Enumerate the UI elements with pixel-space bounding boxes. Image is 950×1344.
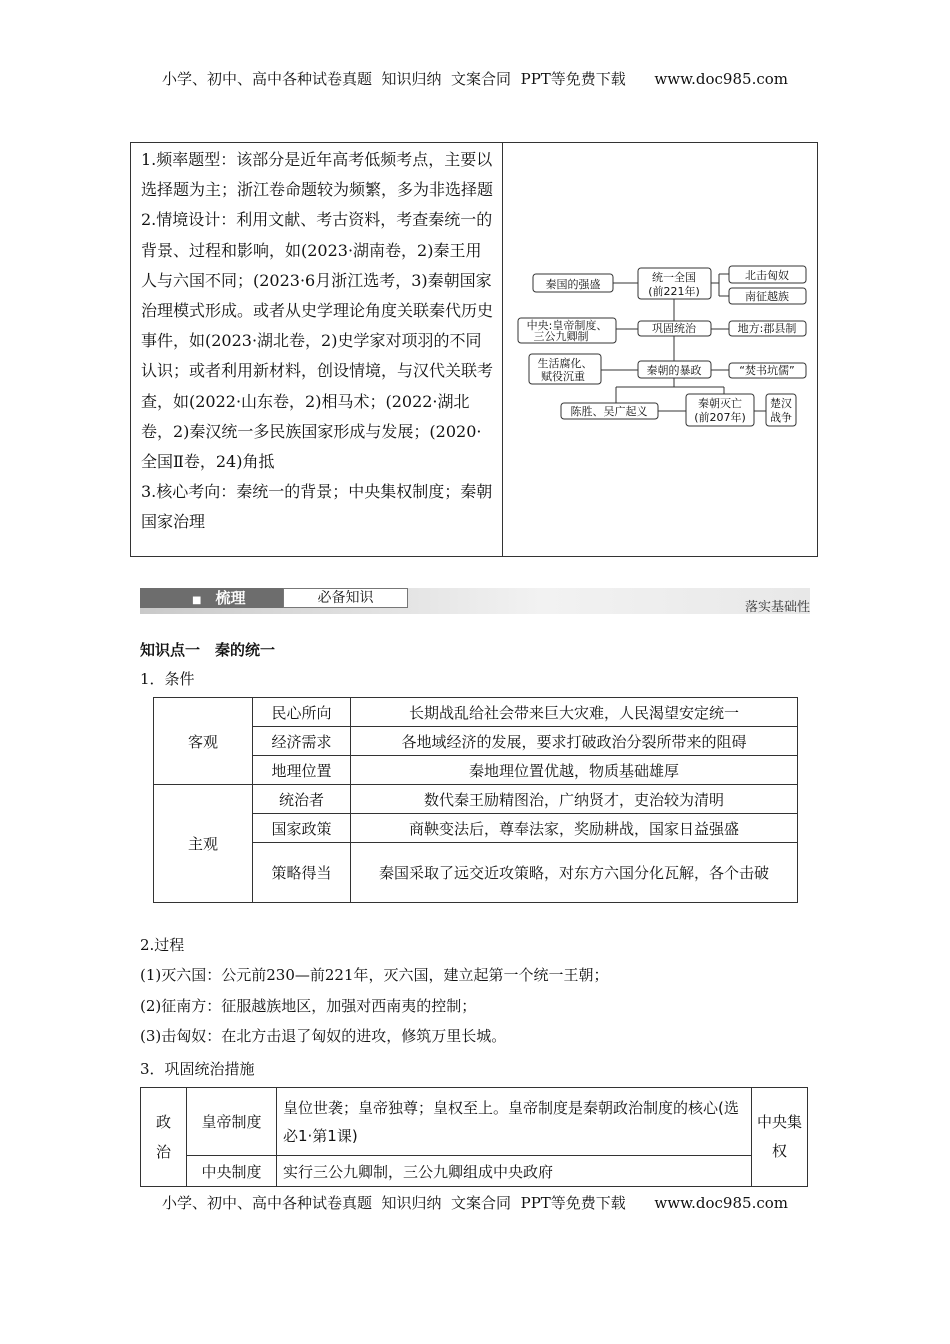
label-central-2: 三公九卿制	[533, 330, 589, 343]
process-title: 2.过程	[140, 936, 185, 954]
measures-table	[140, 1087, 808, 1187]
cell-factor: 策略得当	[253, 843, 351, 903]
conditions-table	[153, 697, 798, 903]
label-corrupt: 生活腐化、	[537, 357, 593, 370]
overview-text	[131, 143, 503, 556]
process-item: (3)击匈奴：在北方击退了匈奴的进攻，修筑万里长城。	[140, 1027, 507, 1045]
page-header: 小学、初中、高中各种试卷真题 知识归纳 文案合同 PPT等免费下载 www.doc985.com	[161, 70, 788, 88]
cell-detail: 长期战乱给社会带来巨大灾难，人民渴望安定统一	[351, 698, 798, 727]
process-item: (2)征南方：征服越族地区，加强对西南夷的控制；	[140, 997, 477, 1015]
banner-left-label: 梳理	[215, 589, 246, 607]
process-item: (1)灭六国：公元前230—前221年，灭六国，建立起第一个统一王朝；	[140, 966, 609, 984]
cell-factor: 国家政策	[253, 814, 351, 843]
label-uprising: 陈胜、吴广起义	[570, 405, 648, 418]
overview-paragraph: 3.核心考向：秦统一的背景；中央集权制度；秦朝国家治理	[141, 482, 493, 532]
conditions-title: 1．条件	[140, 670, 195, 688]
label-corrupt-2: 赋役沉重	[541, 370, 585, 383]
label-burn: “焚书坑儒”	[739, 364, 795, 377]
group-label: 客观	[154, 698, 253, 785]
qin-flow-diagram	[502, 143, 818, 556]
category-cell: 政治	[141, 1088, 187, 1187]
label-unify-date: (前221年)	[648, 285, 700, 298]
cell-detail: 商鞅变法后，尊奉法家，奖励耕战，国家日益强盛	[351, 814, 798, 843]
label-central: 中央:皇帝制度、	[526, 319, 608, 332]
section-banner	[140, 588, 810, 614]
square-bullet-icon: ■	[192, 595, 202, 606]
label-chuhan-2: 战争	[770, 411, 792, 424]
banner-middle: 必备知识	[283, 588, 408, 608]
label-fall-date: (前207年)	[694, 411, 746, 424]
cell-factor: 经济需求	[253, 727, 351, 756]
cell-system: 中央制度	[187, 1156, 277, 1187]
cell-detail: 秦地理位置优越，物质基础雄厚	[351, 756, 798, 785]
overview-paragraph: 2.情境设计：利用文献、考古资料，考查秦统一的背景、过程和影响，如(2023·湖南卷，2)秦王用人与六国不同；(2023·6月浙江选考，3)秦朝国家治理模式形成。或者从史学理论角度关联秦代历史事件，如(2023·湖北卷，2)史学家对项羽的不同认识；或者利用新材料，创设情境，与汉代关联考查，如(2022·山东卷，2)相马术；(2022·湖北卷，2)秦汉统一多民族国家形成与发展；(2020·全国Ⅱ卷，24)角抵	[141, 210, 494, 472]
group-label: 主观	[154, 785, 253, 903]
section-title: 知识点一 秦的统一	[140, 641, 276, 659]
side-cell: 中央集权	[752, 1088, 808, 1187]
cell-system: 皇帝制度	[187, 1088, 277, 1156]
label-tyranny: 秦朝的暴政	[646, 364, 702, 377]
cell-factor: 民心所向	[253, 698, 351, 727]
cell-factor: 地理位置	[253, 756, 351, 785]
label-north: 北击匈奴	[745, 269, 789, 282]
label-south: 南征越族	[745, 290, 789, 303]
cell-factor: 统治者	[253, 785, 351, 814]
overview-paragraph: 1.频率题型：该部分是近年高考低频考点，主要以选择题为主；浙江卷命题较为频繁，多为非选择题	[141, 150, 494, 200]
banner-left	[140, 588, 283, 608]
label-fall: 秦朝灭亡	[698, 397, 742, 410]
cell-detail: 皇位世袭；皇帝独尊；皇权至上。皇帝制度是秦朝政治制度的核心(选必1·第1课)	[277, 1088, 752, 1156]
label-chuhan: 楚汉	[770, 397, 792, 410]
cell-detail: 实行三公九卿制，三公九卿组成中央政府	[277, 1156, 752, 1187]
cell-detail: 数代秦王励精图治，广纳贤才，吏治较为清明	[351, 785, 798, 814]
cell-detail: 秦国采取了远交近攻策略，对东方六国分化瓦解，各个击破	[351, 843, 798, 903]
overview-table	[130, 142, 818, 557]
measures-title: 3．巩固统治措施	[140, 1060, 255, 1078]
label-local: 地方:郡县制	[737, 322, 797, 335]
label-qin-rise: 秦国的强盛	[545, 278, 601, 291]
page-footer: 小学、初中、高中各种试卷真题 知识归纳 文案合同 PPT等免费下载 www.doc985.com	[161, 1194, 788, 1212]
label-unify: 统一全国	[652, 271, 696, 284]
banner-right: 落实基础性	[744, 600, 810, 615]
label-consolidate: 巩固统治	[652, 322, 696, 335]
cell-detail: 各地域经济的发展，要求打破政治分裂所带来的阻碍	[351, 727, 798, 756]
